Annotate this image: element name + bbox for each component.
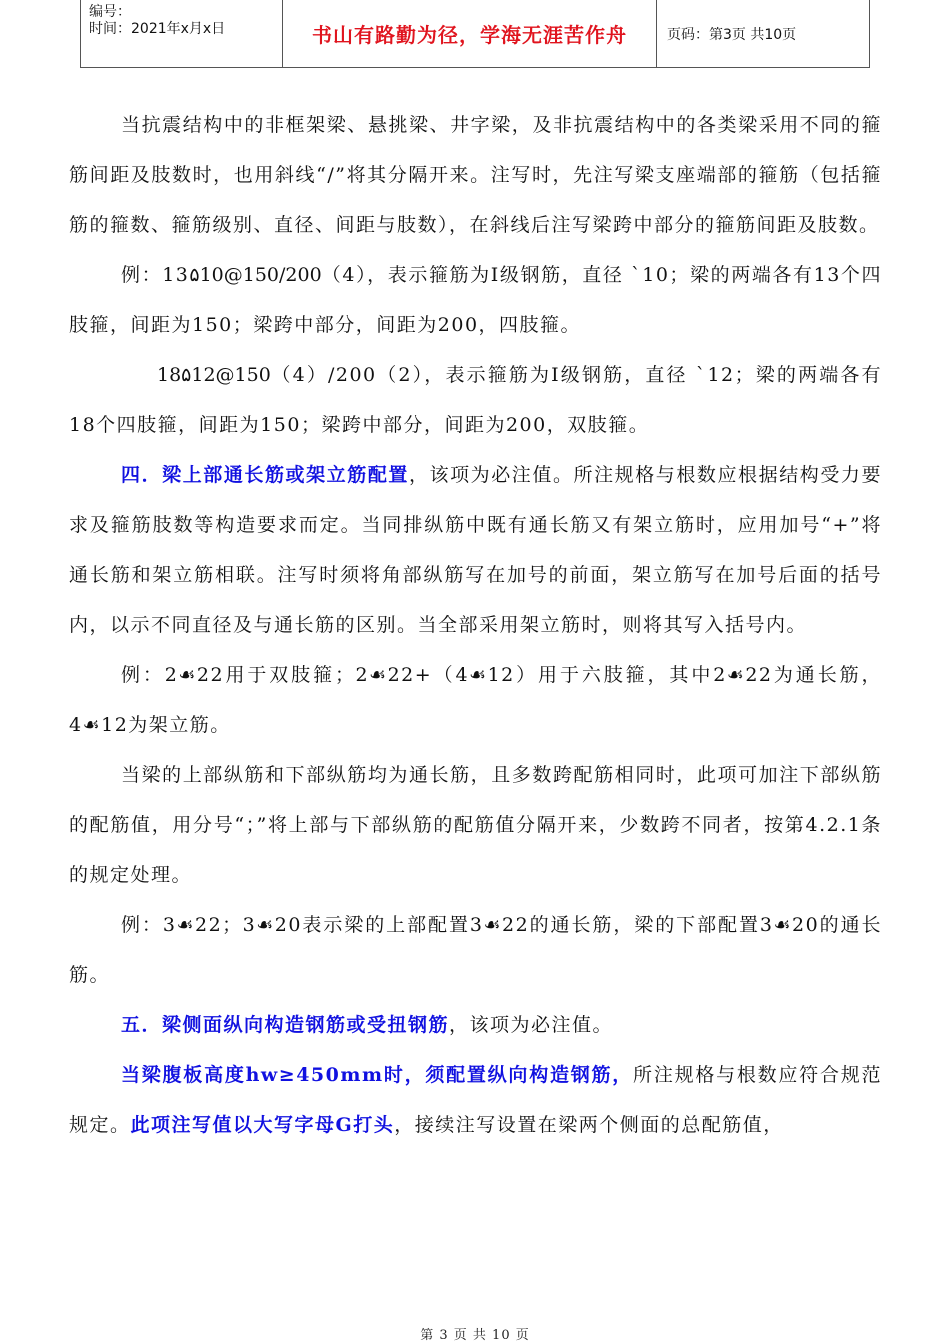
section-four-number: 四． — [121, 464, 163, 486]
section-four-text: ，该项为必注值。所注规格与根数应根据结构受力要求及箍筋肢数等构造要求而定。当同排纵筋中既有通长筋又有架立筋时，应用加号“+”将通长筋和架立筋相联。注写时须将角部纵筋写在加号的前面，架立筋写在加号后面的括号内，以示不同直径及与通长筋的区别。当全部采用架立筋时，则将其写入括号内。 — [69, 464, 882, 636]
section-five-title: 梁侧面纵向构造钢筋或受扭钢筋 — [162, 1014, 450, 1036]
paragraph-section-four — [69, 450, 882, 650]
paragraph-example-2: 18۵12@150（4）/200（2），表示箍筋为Ⅰ级钢筋，直径 ˋ12；梁的两端各有18个四肢箍，间距为150；梁跨中部分，间距为200，双肢箍。 — [69, 364, 882, 436]
web-height-text: 所注规格与根数应符合规范规定。 — [69, 1064, 882, 1136]
web-height-highlight: 当梁腹板高度hw≥450mm时，须配置纵向构造钢筋， — [121, 1064, 634, 1086]
paragraph-example-3: 例：2☙22用于双肢箍；2☙22+（4☙12）用于六肢箍，其中2☙22为通长筋，4☙12为架立筋。 — [69, 664, 882, 736]
section-four-title: 梁上部通长筋或架立筋配置 — [162, 464, 409, 486]
paragraph-example-4: 例：3☙22；3☙20表示梁的上部配置3☙22的通长筋，梁的下部配置3☙20的通长筋。 — [69, 914, 882, 986]
header-meta — [81, 0, 283, 67]
header-page-info: 页码：第3页 共10页 — [667, 26, 797, 43]
header-time: 时间：2021年x月x日 — [89, 21, 226, 37]
document-body — [69, 100, 882, 1150]
page-footer: 第 3 页 共 10 页 — [420, 1328, 530, 1343]
paragraph-web-height — [69, 1050, 882, 1150]
header-motto: 书山有路勤为径，学海无涯苦作舟 — [283, 0, 657, 67]
header-number: 编号： — [89, 4, 131, 20]
section-five-text: ，该项为必注值。 — [449, 1014, 614, 1036]
section-five-number: 五． — [121, 1014, 163, 1036]
paragraph-stirrup-spacing: 当抗震结构中的非框架梁、悬挑梁、井字梁，及非抗震结构中的各类梁采用不同的箍筋间距及肢数时，也用斜线“/”将其分隔开来。注写时，先注写梁支座端部的箍筋（包括箍筋的箍数、箍筋级别、直径、间距与肢数），在斜线后注写梁跨中部分的箍筋间距及肢数。 — [69, 114, 882, 236]
paragraph-section-five — [69, 1000, 882, 1050]
paragraph-example-1: 例：13۵10@150/200（4），表示箍筋为Ⅰ级钢筋，直径 ˋ10；梁的两端各有13个四肢箍，间距为150；梁跨中部分，间距为200，四肢箍。 — [69, 264, 882, 336]
g-prefix-text: ，接续注写设置在梁两个侧面的总配筋值， — [394, 1114, 784, 1136]
paragraph-continuous-bars: 当梁的上部纵筋和下部纵筋均为通长筋，且多数跨配筋相同时，此项可加注下部纵筋的配筋值，用分号“；”将上部与下部纵筋的配筋值分隔开来，少数跨不同者，按第4.2.1条的规定处理。 — [69, 764, 882, 886]
g-prefix-highlight: 此项注写值以大写字母G打头 — [130, 1114, 395, 1136]
page-header — [80, 0, 870, 68]
